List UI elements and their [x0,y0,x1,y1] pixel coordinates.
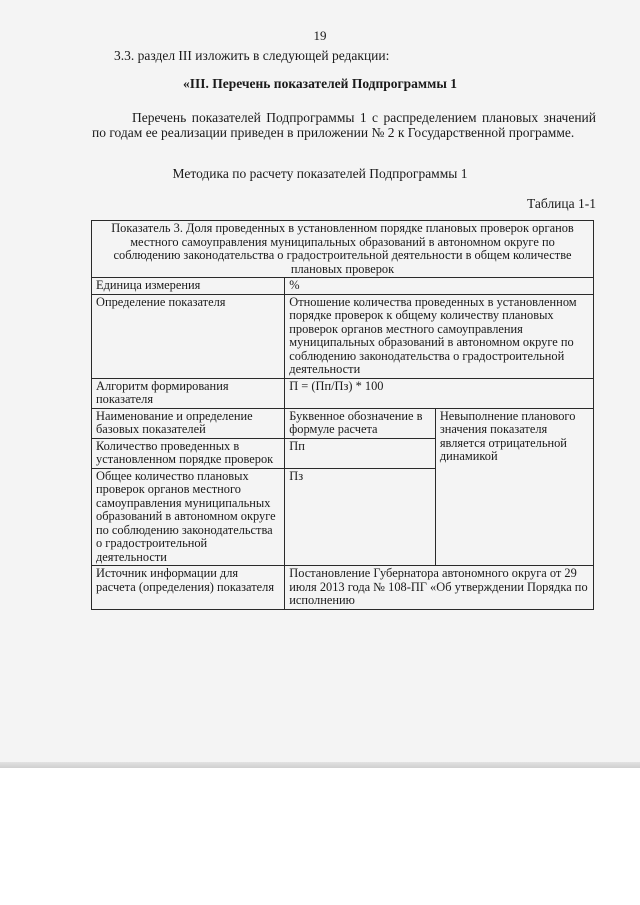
interpretation-cell: Невыполнение планового значения показателя является отрицательной динамикой [435,408,593,566]
table-row [92,566,594,610]
table-row [92,378,594,408]
page-number: 19 [313,28,327,43]
indicator-header: Показатель 3. Доля проведенных в установленном порядке плановых проверок органов местного самоуправления муниципальных образований в автономном округе по соблюдению законодательства о градостроительной деятельности в общем количестве плановых проверок [92,221,594,278]
indicator-table [91,220,594,610]
definition-label: Определение показателя [92,294,285,378]
methodology-title: Методика по расчету показателей Подпрограммы 1 [172,166,468,181]
base-indicators-label: Наименование и определение базовых показателей [92,408,285,438]
unit-value: % [285,278,594,295]
source-value: Постановление Губернатора автономного округа от 29 июля 2013 года № 108-ПГ «Об утверждении Порядка по исполнению [285,566,594,610]
section-title: «III. Перечень показателей Подпрограммы 1 [182,76,457,91]
unit-label: Единица измерения [92,278,285,295]
letter-designation-label: Буквенное обозначение в формуле расчета [285,408,436,438]
base-indicator-symbol: Пп [285,438,436,468]
table-row [92,278,594,295]
table-row [92,294,594,378]
table-row [92,408,594,438]
base-indicator-name: Общее количество плановых проверок органов местного самоуправления муниципальных образований в автономном округе по соблюдению законодательства о градостроительной деятельности [92,468,285,566]
base-indicator-symbol: Пз [285,468,436,566]
table-row [92,221,594,278]
algorithm-label: Алгоритм формирования показателя [92,378,285,408]
intro-paragraph: Перечень показателей Подпрограммы 1 с распределением плановых значений по годам ее реализации приведен в приложении № 2 к Государственной программе. [92,110,596,140]
base-indicator-name: Количество проведенных в установленном порядке проверок [92,438,285,468]
intro-line: 3.3. раздел III изложить в следующей редакции: [114,48,390,63]
table-label: Таблица 1-1 [527,196,596,211]
source-label: Источник информации для расчета (определения) показателя [92,566,285,610]
definition-value: Отношение количества проведенных в установленном порядке проверок к общему количеству плановых проверок органов местного самоуправления муниципальных образований в автономном округе по соблюдению законодательства о градостроительной деятельности [285,294,594,378]
algorithm-value: П = (Пп/Пз) * 100 [285,378,594,408]
